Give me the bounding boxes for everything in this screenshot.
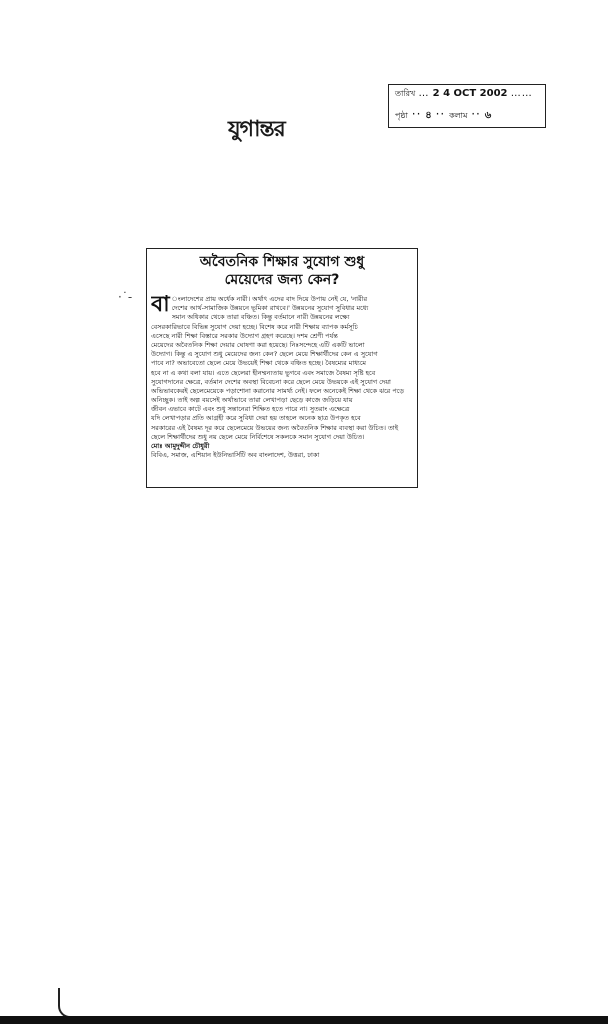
stamp-date-row: [395, 88, 533, 101]
stamp-dots: ……: [510, 88, 533, 99]
corner-scribble: [58, 988, 80, 1018]
stamp-date-label: তারিখ: [395, 89, 416, 98]
stamp-dots: …: [418, 88, 430, 99]
article-signature-address: বিবিএ, সমাজ, এশিয়ান ইউনিভার্সিটি অব বাংলাদেশ, উত্তরা, ঢাকা: [151, 451, 320, 460]
article-body: [151, 295, 413, 483]
stamp-page-row: [395, 107, 491, 125]
article-body-line: এসেছে নারী শিক্ষা বিস্তারে সরকার উদ্যোগ গ্রহণ করেছে। দশম শ্রেণী পর্যন্ত: [151, 331, 338, 340]
article-body-line: বেসরকারিভাবে বিভিন্ন সুযোগ দেয়া হচ্ছে। বিশেষ করে নারী শিক্ষায় ব্যাপক কর্মসূচি: [151, 322, 358, 331]
article-body-line: অনিচ্ছুক। তাই অল্প বয়সেই অর্থাভাবে তারা লেখাপড়া ছেড়ে কাজে জড়িয়ে যায়: [151, 396, 353, 405]
article-body-line: অভিভাবকেরই ছেলেমেয়েকে পড়াশোনা করানোর সামর্থ্য নেই। ফলে অনেকেই শিক্ষা থেকে ঝরে পড়ে: [151, 386, 404, 395]
article-body-line: যদি লেখাপড়ার প্রতি আগ্রহী করে সুবিধা দেয়া হয় তাহলে অনেক ছাত্র উপকৃত হবে: [151, 414, 361, 423]
article-body-line: জীবন এভাবে কাটে এবং শুধু সন্তানেরা শিক্ষিত হতে পারে না। সুতরাং এক্ষেত্রে: [151, 405, 350, 414]
newspaper-clipping: [146, 248, 418, 488]
article-headline: [147, 249, 417, 293]
stamp-dots: ··: [471, 107, 481, 121]
stamp-column-label: কলাম: [449, 111, 468, 120]
stamp-dots: ··: [411, 107, 422, 121]
headline-line-1: অবৈতনিক শিক্ষার সুযোগ শুধু: [199, 254, 365, 270]
article-body-line: হবে না এ কথা বলা যায়। এতে ছেলেরা হীনম্মন্যতায় ভুগবে এবং সমাজে বৈষম্য সৃষ্টি হবে: [151, 368, 376, 377]
date-page-stamp: [388, 84, 546, 128]
article-body-line: মেয়েদের অবৈতনিক শিক্ষা দেয়ার ঘোষণা করা হয়েছে। নিঃসন্দেহে এটি একটি ভালো: [151, 340, 365, 349]
article-body-line: সরকারের এই বৈষম্য দূর করে ছেলেমেয়ে উভয়ের জন্য অবৈতনিক শিক্ষার ব্যবস্থা করা উচিত। তাই: [151, 423, 399, 432]
article-body-line: পাবে না? অভাবেতো ছেলে মেয়ে উভয়েই শিক্ষা থেকে বঞ্চিত হচ্ছে। বৈষম্যের মাধ্যমে: [151, 359, 367, 368]
article-dropcap: বা: [151, 295, 170, 317]
article-body-line: ংলাদেশের প্রায় অর্ধেক নারী। অর্থাৎ এদের বাদ দিয়ে উপায় নেই যে, 'নারীর: [171, 295, 368, 303]
stamp-page-label: পৃষ্ঠা: [395, 111, 408, 120]
article-body-line: সুযোগদানের ক্ষেত্রে, বর্তমান দেশের অবস্থা বিবেচনা করে ছেলে মেয়ে উভয়কে এই সুযোগ দেয়া: [151, 377, 391, 386]
newspaper-masthead: যুগান্তর: [228, 117, 285, 142]
bottom-scan-edge: [0, 1016, 608, 1024]
article-body-line: সমান অধিকার থেকে তারা বঞ্চিত। কিন্তু বর্তমানে নারী উন্নয়নের লক্ষ্যে: [171, 313, 350, 322]
headline-line-2: মেয়েদের জন্য কেন?: [224, 272, 340, 288]
article-body-lines: [151, 295, 413, 442]
article-body-line: উদ্যোগ। কিন্তু এ সুযোগ শুধু মেয়েদের জন্য কেন? ছেলে মেয়ে শিক্ষার্থীদের কেন এ সুযোগ: [151, 350, 378, 359]
stamp-dots: ··: [435, 107, 446, 121]
article-body-line: দেশের আর্থ-সামাজিক উন্নয়নে ভূমিকা রাখবে।' উন্নয়নের সুযোগ সুবিধার মধ্যে: [171, 304, 369, 313]
article-body-line: ছেলে শিক্ষার্থীদের শুধু নয় ছেলে মেয়ে নির্বিশেষে সকলকে সমান সুযোগ দেয়া উচিত।: [151, 432, 365, 441]
margin-mark: ·˙-: [118, 290, 133, 304]
stamp-column-value: ৬: [484, 110, 492, 121]
stamp-page-value: ৪: [425, 110, 432, 121]
stamp-date-value: 2 4 OCT 2002: [432, 88, 508, 99]
article-signature-name: মোঃ আমুদুদ্দীন চৌধুরী: [151, 442, 210, 450]
